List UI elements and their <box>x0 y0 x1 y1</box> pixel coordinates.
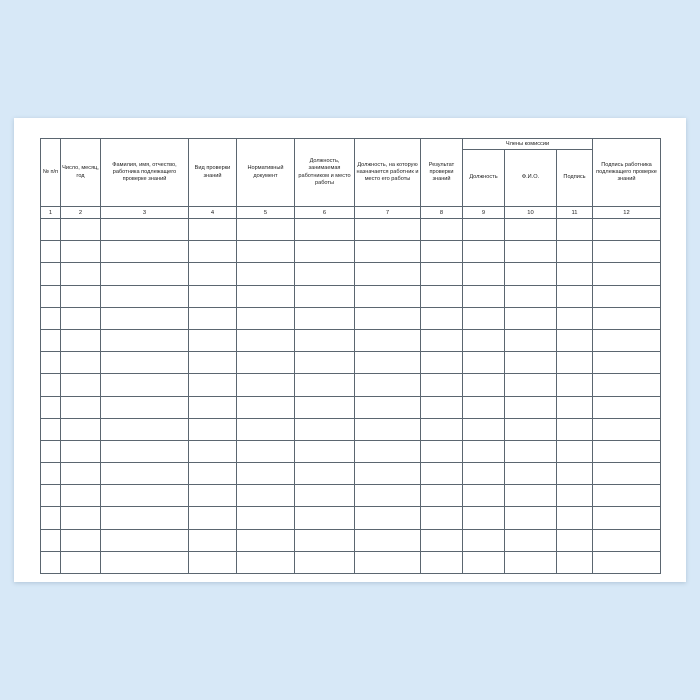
table-cell-empty[interactable] <box>41 529 61 551</box>
table-cell-empty[interactable] <box>557 418 593 440</box>
table-cell-empty[interactable] <box>295 307 355 329</box>
table-cell-empty[interactable] <box>505 529 557 551</box>
table-cell-empty[interactable] <box>295 329 355 351</box>
document-sheet <box>14 118 686 582</box>
header-col-4: Вид проверки знаний <box>189 139 237 207</box>
table-cell-empty[interactable] <box>557 396 593 418</box>
table-cell-empty[interactable] <box>101 440 189 462</box>
table-cell-empty[interactable] <box>505 507 557 529</box>
table-cell-empty[interactable] <box>557 285 593 307</box>
table-cell-empty[interactable] <box>295 374 355 396</box>
table-cell-empty[interactable] <box>41 329 61 351</box>
table-cell-empty[interactable] <box>41 418 61 440</box>
table-cell-empty[interactable] <box>557 551 593 573</box>
header-col-7: Должность, на которую назначается работник и место его работы <box>355 139 421 207</box>
table-cell-empty[interactable] <box>41 463 61 485</box>
table-cell-empty[interactable] <box>41 396 61 418</box>
column-number-9: 9 <box>463 207 505 219</box>
header-col-2: Число, месяц, год <box>61 139 101 207</box>
table-cell-empty[interactable] <box>593 507 661 529</box>
table-cell-empty[interactable] <box>295 507 355 529</box>
table-cell-empty[interactable] <box>41 285 61 307</box>
table-cell-empty[interactable] <box>61 352 101 374</box>
table-cell-empty[interactable] <box>189 263 237 285</box>
table-cell-empty[interactable] <box>237 485 295 507</box>
table-cell-empty[interactable] <box>557 440 593 462</box>
table-cell-empty[interactable] <box>557 374 593 396</box>
table-cell-empty[interactable] <box>557 329 593 351</box>
table-cell-empty[interactable] <box>505 396 557 418</box>
table-cell-empty[interactable] <box>593 440 661 462</box>
table-cell-empty[interactable] <box>421 507 463 529</box>
column-number-10: 10 <box>505 207 557 219</box>
table-cell-empty[interactable] <box>237 507 295 529</box>
table-cell-empty[interactable] <box>189 374 237 396</box>
table-cell-empty[interactable] <box>557 463 593 485</box>
table-cell-empty[interactable] <box>295 440 355 462</box>
table-cell-empty[interactable] <box>101 485 189 507</box>
table-cell-empty[interactable] <box>101 329 189 351</box>
table-cell-empty[interactable] <box>505 485 557 507</box>
table-row[interactable] <box>41 352 661 374</box>
table-cell-empty[interactable] <box>557 241 593 263</box>
table-cell-empty[interactable] <box>593 241 661 263</box>
table-cell-empty[interactable] <box>505 463 557 485</box>
table-cell-empty[interactable] <box>463 440 505 462</box>
table-cell-empty[interactable] <box>101 418 189 440</box>
table-cell-empty[interactable] <box>463 352 505 374</box>
table-cell-empty[interactable] <box>355 307 421 329</box>
table-cell-empty[interactable] <box>237 463 295 485</box>
table-cell-empty[interactable] <box>61 241 101 263</box>
column-number-7: 7 <box>355 207 421 219</box>
table-cell-empty[interactable] <box>421 263 463 285</box>
table-cell-empty[interactable] <box>41 307 61 329</box>
table-cell-empty[interactable] <box>41 241 61 263</box>
table-cell-empty[interactable] <box>237 529 295 551</box>
table-cell-empty[interactable] <box>295 463 355 485</box>
table-row[interactable] <box>41 440 661 462</box>
table-cell-empty[interactable] <box>557 485 593 507</box>
table-cell-empty[interactable] <box>421 551 463 573</box>
table-cell-empty[interactable] <box>295 485 355 507</box>
table-cell-empty[interactable] <box>593 529 661 551</box>
table-cell-empty[interactable] <box>463 507 505 529</box>
table-cell-empty[interactable] <box>593 418 661 440</box>
table-cell-empty[interactable] <box>593 263 661 285</box>
header-col-5: Нормативный документ <box>237 139 295 207</box>
table-cell-empty[interactable] <box>355 396 421 418</box>
table-row[interactable] <box>41 285 661 307</box>
table-cell-empty[interactable] <box>237 440 295 462</box>
table-cell-empty[interactable] <box>61 418 101 440</box>
table-cell-empty[interactable] <box>189 551 237 573</box>
table-cell-empty[interactable] <box>463 241 505 263</box>
table-cell-empty[interactable] <box>505 219 557 241</box>
table-cell-empty[interactable] <box>101 529 189 551</box>
table-cell-empty[interactable] <box>189 396 237 418</box>
table-cell-empty[interactable] <box>41 352 61 374</box>
table-cell-empty[interactable] <box>355 285 421 307</box>
table-cell-empty[interactable] <box>421 440 463 462</box>
table-cell-empty[interactable] <box>61 219 101 241</box>
table-cell-empty[interactable] <box>593 329 661 351</box>
table-cell-empty[interactable] <box>355 418 421 440</box>
table-cell-empty[interactable] <box>421 485 463 507</box>
table-cell-empty[interactable] <box>463 529 505 551</box>
table-cell-empty[interactable] <box>189 463 237 485</box>
table-row[interactable] <box>41 396 661 418</box>
table-cell-empty[interactable] <box>101 396 189 418</box>
table-cell-empty[interactable] <box>189 529 237 551</box>
table-cell-empty[interactable] <box>295 219 355 241</box>
table-cell-empty[interactable] <box>505 551 557 573</box>
table-cell-empty[interactable] <box>421 329 463 351</box>
table-cell-empty[interactable] <box>101 263 189 285</box>
table-cell-empty[interactable] <box>41 551 61 573</box>
table-row[interactable] <box>41 219 661 241</box>
table-cell-empty[interactable] <box>295 241 355 263</box>
column-number-5: 5 <box>237 207 295 219</box>
table-cell-empty[interactable] <box>593 219 661 241</box>
table-cell-empty[interactable] <box>557 263 593 285</box>
table-cell-empty[interactable] <box>463 485 505 507</box>
table-cell-empty[interactable] <box>557 507 593 529</box>
table-cell-empty[interactable] <box>41 440 61 462</box>
column-number-8: 8 <box>421 207 463 219</box>
table-body <box>41 219 661 574</box>
table-cell-empty[interactable] <box>505 374 557 396</box>
table-cell-empty[interactable] <box>101 463 189 485</box>
table-cell-empty[interactable] <box>593 374 661 396</box>
table-row[interactable] <box>41 463 661 485</box>
table-cell-empty[interactable] <box>593 307 661 329</box>
header-col-9: Должность <box>463 150 505 207</box>
table-cell-empty[interactable] <box>355 263 421 285</box>
table-cell-empty[interactable] <box>101 285 189 307</box>
table-cell-empty[interactable] <box>189 241 237 263</box>
table-cell-empty[interactable] <box>237 329 295 351</box>
column-number-6: 6 <box>295 207 355 219</box>
table-row[interactable] <box>41 529 661 551</box>
table-cell-empty[interactable] <box>101 219 189 241</box>
table-row[interactable] <box>41 485 661 507</box>
table-cell-empty[interactable] <box>61 374 101 396</box>
table-row[interactable] <box>41 329 661 351</box>
column-number-4: 4 <box>189 207 237 219</box>
table-cell-empty[interactable] <box>463 307 505 329</box>
table-cell-empty[interactable] <box>355 463 421 485</box>
table-cell-empty[interactable] <box>505 307 557 329</box>
column-number-11: 11 <box>557 207 593 219</box>
table-cell-empty[interactable] <box>463 219 505 241</box>
table-cell-empty[interactable] <box>237 285 295 307</box>
table-cell-empty[interactable] <box>355 529 421 551</box>
table-cell-empty[interactable] <box>463 463 505 485</box>
table-cell-empty[interactable] <box>189 485 237 507</box>
table-cell-empty[interactable] <box>295 263 355 285</box>
table-cell-empty[interactable] <box>61 396 101 418</box>
table-cell-empty[interactable] <box>189 219 237 241</box>
table-cell-empty[interactable] <box>61 551 101 573</box>
table-cell-empty[interactable] <box>593 551 661 573</box>
table-cell-empty[interactable] <box>421 396 463 418</box>
table-cell-empty[interactable] <box>505 352 557 374</box>
table-cell-empty[interactable] <box>421 418 463 440</box>
table-cell-empty[interactable] <box>237 263 295 285</box>
table-cell-empty[interactable] <box>295 396 355 418</box>
table-cell-empty[interactable] <box>355 219 421 241</box>
table-cell-empty[interactable] <box>463 285 505 307</box>
table-cell-empty[interactable] <box>41 263 61 285</box>
table-cell-empty[interactable] <box>101 307 189 329</box>
table-cell-empty[interactable] <box>61 485 101 507</box>
table-cell-empty[interactable] <box>101 551 189 573</box>
table-cell-empty[interactable] <box>61 507 101 529</box>
table-cell-empty[interactable] <box>463 418 505 440</box>
table-cell-empty[interactable] <box>355 551 421 573</box>
table-row[interactable] <box>41 507 661 529</box>
table-cell-empty[interactable] <box>189 329 237 351</box>
table-cell-empty[interactable] <box>61 329 101 351</box>
table-cell-empty[interactable] <box>295 352 355 374</box>
knowledge-check-journal-table <box>40 138 661 574</box>
table-cell-empty[interactable] <box>295 551 355 573</box>
table-cell-empty[interactable] <box>237 219 295 241</box>
table-cell-empty[interactable] <box>189 418 237 440</box>
table-cell-empty[interactable] <box>505 440 557 462</box>
table-cell-empty[interactable] <box>463 374 505 396</box>
header-col-3: Фамилия, имя, отчество, работника подлежащего проверке знаний <box>101 139 189 207</box>
table-cell-empty[interactable] <box>41 219 61 241</box>
column-number-row <box>41 207 661 219</box>
table-cell-empty[interactable] <box>557 529 593 551</box>
table-cell-empty[interactable] <box>101 507 189 529</box>
header-col-10: Ф.И.О. <box>505 150 557 207</box>
table-cell-empty[interactable] <box>61 529 101 551</box>
table-cell-empty[interactable] <box>505 263 557 285</box>
table-cell-empty[interactable] <box>41 507 61 529</box>
journal-table-wrapper <box>40 138 660 574</box>
table-cell-empty[interactable] <box>505 285 557 307</box>
table-cell-empty[interactable] <box>463 396 505 418</box>
table-cell-empty[interactable] <box>593 463 661 485</box>
column-number-1: 1 <box>41 207 61 219</box>
table-cell-empty[interactable] <box>237 396 295 418</box>
table-cell-empty[interactable] <box>355 241 421 263</box>
table-cell-empty[interactable] <box>355 329 421 351</box>
table-cell-empty[interactable] <box>463 329 505 351</box>
header-col-6: Должность, занимаемая работником и место работы <box>295 139 355 207</box>
table-cell-empty[interactable] <box>355 374 421 396</box>
table-cell-empty[interactable] <box>505 241 557 263</box>
table-row[interactable] <box>41 551 661 573</box>
table-cell-empty[interactable] <box>101 374 189 396</box>
header-col-1: № п/п <box>41 139 61 207</box>
table-row[interactable] <box>41 307 661 329</box>
table-header <box>41 139 661 219</box>
table-row[interactable] <box>41 374 661 396</box>
table-cell-empty[interactable] <box>295 418 355 440</box>
table-row[interactable] <box>41 241 661 263</box>
header-col-12: Подпись работника подлежащего проверке знаний <box>593 139 661 207</box>
table-cell-empty[interactable] <box>189 307 237 329</box>
table-cell-empty[interactable] <box>505 418 557 440</box>
table-row[interactable] <box>41 418 661 440</box>
table-cell-empty[interactable] <box>61 463 101 485</box>
table-cell-empty[interactable] <box>237 307 295 329</box>
header-group-commission: Члены комиссии <box>463 139 593 150</box>
table-cell-empty[interactable] <box>189 352 237 374</box>
table-cell-empty[interactable] <box>237 374 295 396</box>
table-cell-empty[interactable] <box>557 307 593 329</box>
table-cell-empty[interactable] <box>421 374 463 396</box>
table-cell-empty[interactable] <box>61 307 101 329</box>
table-cell-empty[interactable] <box>189 507 237 529</box>
table-row[interactable] <box>41 263 661 285</box>
table-cell-empty[interactable] <box>421 241 463 263</box>
table-cell-empty[interactable] <box>463 263 505 285</box>
table-cell-empty[interactable] <box>421 307 463 329</box>
table-cell-empty[interactable] <box>237 352 295 374</box>
table-cell-empty[interactable] <box>421 529 463 551</box>
table-cell-empty[interactable] <box>421 219 463 241</box>
table-cell-empty[interactable] <box>557 352 593 374</box>
table-cell-empty[interactable] <box>189 285 237 307</box>
table-cell-empty[interactable] <box>421 463 463 485</box>
table-cell-empty[interactable] <box>237 241 295 263</box>
table-cell-empty[interactable] <box>295 529 355 551</box>
table-cell-empty[interactable] <box>41 374 61 396</box>
table-cell-empty[interactable] <box>593 285 661 307</box>
table-cell-empty[interactable] <box>355 485 421 507</box>
table-cell-empty[interactable] <box>463 551 505 573</box>
table-cell-empty[interactable] <box>593 396 661 418</box>
table-cell-empty[interactable] <box>505 329 557 351</box>
table-cell-empty[interactable] <box>101 352 189 374</box>
column-number-12: 12 <box>593 207 661 219</box>
table-cell-empty[interactable] <box>189 440 237 462</box>
table-cell-empty[interactable] <box>237 551 295 573</box>
table-cell-empty[interactable] <box>421 285 463 307</box>
table-cell-empty[interactable] <box>295 285 355 307</box>
table-cell-empty[interactable] <box>421 352 463 374</box>
table-cell-empty[interactable] <box>593 485 661 507</box>
table-cell-empty[interactable] <box>557 219 593 241</box>
table-cell-empty[interactable] <box>355 507 421 529</box>
table-cell-empty[interactable] <box>61 440 101 462</box>
table-cell-empty[interactable] <box>237 418 295 440</box>
table-cell-empty[interactable] <box>593 352 661 374</box>
table-cell-empty[interactable] <box>101 241 189 263</box>
table-cell-empty[interactable] <box>61 285 101 307</box>
table-cell-empty[interactable] <box>355 352 421 374</box>
header-col-11: Подпись <box>557 150 593 207</box>
table-cell-empty[interactable] <box>41 485 61 507</box>
table-cell-empty[interactable] <box>61 263 101 285</box>
header-col-8: Результат проверки знаний <box>421 139 463 207</box>
column-number-2: 2 <box>61 207 101 219</box>
column-number-3: 3 <box>101 207 189 219</box>
table-cell-empty[interactable] <box>355 440 421 462</box>
header-group-row <box>41 139 661 150</box>
